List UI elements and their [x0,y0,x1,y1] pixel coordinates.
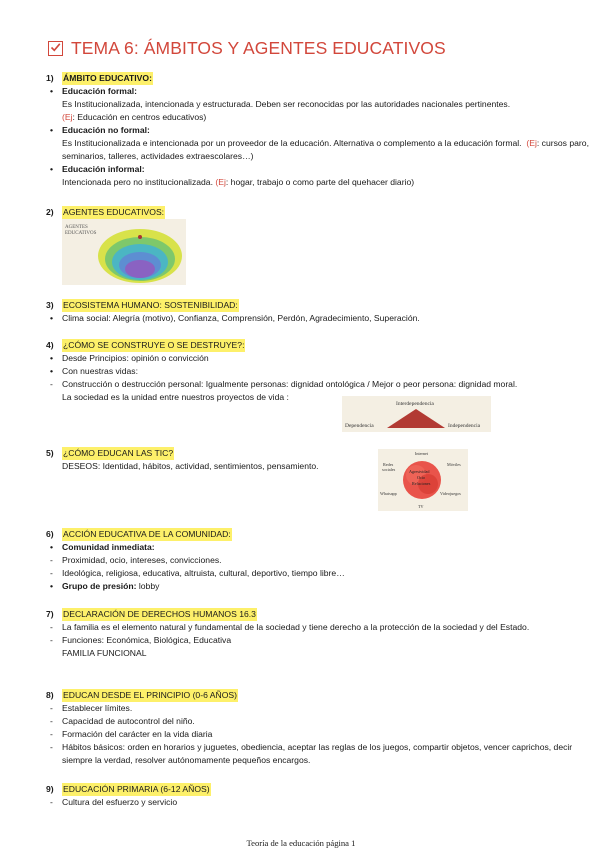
list-item: - Funciones: Económica, Biológica, Educativa [62,634,591,647]
diagram-label: Videojuegos [440,491,461,496]
section-heading: ECOSISTEMA HUMANO: SOSTENIBILIDAD: [63,300,238,310]
section-derechos-humanos [46,608,591,660]
comunidad-label: • Comunidad inmediata: [62,541,591,554]
section-heading: DECLARACIÓN DE DERECHOS HUMANOS 16.3 [63,609,256,619]
section-number: 2) [46,207,54,217]
section-heading: AGENTES EDUCATIVOS: [63,207,165,217]
section-number: 6) [46,529,54,539]
list-item: - Cultura del esfuerzo y servicio [62,796,591,809]
section-educan-desde-principio [46,689,591,767]
diagram-label: Relaciones [412,481,431,486]
section-accion-educativa [46,528,591,593]
diagram-label: sociales [382,467,396,472]
tic-diagram [378,449,468,511]
diagram-label: Dependencia [345,423,374,429]
informal-label: • Educación informal: [62,163,591,176]
list-item: • Con nuestras vidas: [62,365,591,378]
section-number: 8) [46,690,54,700]
informal-text: Intencionada pero no institucionalizada. (Ej: hogar, trabajo o como parte del quehacer diario) [62,177,415,187]
section-ecosistema-humano [46,299,591,325]
diagram-label: Independencia [448,423,481,429]
sociedad-text: La sociedad es la unidad entre nuestros proyectos de vida : [62,392,289,402]
section-heading: ¿CÓMO SE CONSTRUYE O SE DESTRUYE?: [63,340,245,350]
list-item: - Formación del carácter en la vida diaria [62,728,591,741]
list-item: - Proximidad, ocio, intereses, convicciones. [62,554,591,567]
agentes-educativos-diagram [62,219,186,285]
diagram-label: Interdependencia [396,401,434,407]
list-item: - Hábitos básicos: orden en horarios y juguetes, obediencia, aceptar las reglas de los juegos, compartir objetos, vencer caprichos, decir siempre la verdad, resolver autónomamente pequeños encargos. [62,741,591,767]
noformal-label: • Educación no formal: [62,124,591,137]
diagram-label: AGENTES [65,225,88,230]
section-heading: EDUCACIÓN PRIMARIA (6-12 AÑOS) [63,784,210,794]
section-heading: ACCIÓN EDUCATIVA DE LA COMUNIDAD: [63,529,231,539]
noformal-text: Es Institucionalizada e intencionada por un proveedor de la educación. Alternativa o complemento a la educación formal. (Ej: cursos paro, seminarios, talleres, actividades extraescolares…) [62,138,589,161]
list-item: - Ideológica, religiosa, educativa, altruista, cultural, deportivo, tiempo libre… [62,567,591,580]
section-construye-destruye [46,339,591,404]
dependencia-diagram [342,396,491,432]
formal-label: • Educación formal: [62,85,591,98]
diagram-label: Internet [415,451,429,456]
familia-funcional: FAMILIA FUNCIONAL [62,648,147,658]
diagram-label: Whatsapp [380,491,397,496]
list-item: - La familia es el elemento natural y fundamental de la sociedad y tiene derecho a la protección de la sociedad y del Estado. [62,621,591,634]
list-item: - Capacidad de autocontrol del niño. [62,715,591,728]
section-number: 4) [46,340,54,350]
section-heading: ÁMBITO EDUCATIVO: [63,73,152,83]
list-item: • Clima social: Alegría (motivo), Confianza, Comprensión, Perdón, Agradecimiento, Superación. [62,312,591,325]
grupo-presion: • Grupo de presión: lobby [62,580,591,593]
section-number: 3) [46,300,54,310]
section-ambito-educativo [46,72,591,189]
deseos-text: DESEOS: Identidad, hábitos, actividad, sentimientos, pensamiento. [62,461,319,471]
diagram-label: EDUCATIVOS [65,231,97,236]
diagram-label: TV [418,504,424,509]
section-como-educan-tic [46,447,376,473]
section-heading: ¿CÓMO EDUCAN LAS TIC? [63,448,174,458]
list-item: - Construcción o destrucción personal: Igualmente personas: dignidad ontológica / Mejor o peor persona: dignidad moral. [62,378,591,391]
section-agentes-educativos [46,206,165,219]
formal-text: Es Institucionalizada, intencionada y estructurada. Deben ser reconocidas por las autoridades nacionales pertinentes. [62,99,511,109]
section-number: 1) [46,73,54,83]
title-text: TEMA 6: ÁMBITOS Y AGENTES EDUCATIVOS [71,38,446,58]
diagram-label: Móviles [447,462,461,467]
section-educacion-primaria [46,783,591,809]
list-item: - Establecer límites. [62,702,591,715]
section-number: 9) [46,784,54,794]
list-item: • Desde Principios: opinión o convicción [62,352,591,365]
section-number: 7) [46,609,54,619]
section-heading: EDUCAN DESDE EL PRINCIPIO (0-6 AÑOS) [63,690,237,700]
section-number: 5) [46,448,54,458]
diagram-label: Redes [383,462,394,467]
diagram-label: Ocio [417,475,426,480]
formal-example: (Ej: Educación en centros educativos) [62,112,207,122]
diagram-label: Agresividad [409,469,430,474]
page-title [48,38,446,59]
page-footer: Teoría de la educación página 1 [246,838,356,848]
checkbox-icon[interactable] [48,41,63,56]
